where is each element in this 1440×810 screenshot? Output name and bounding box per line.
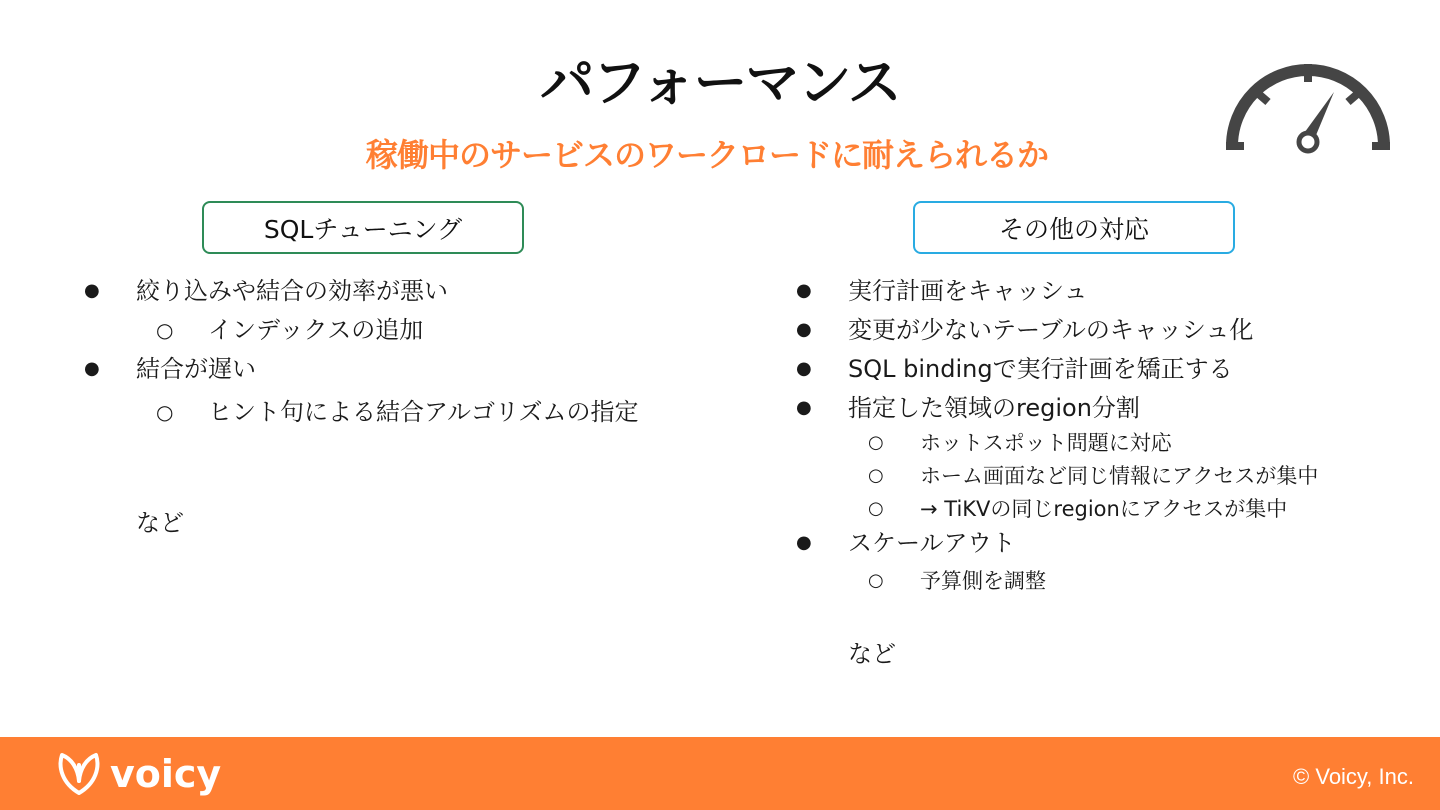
voicy-leaf-icon xyxy=(56,751,102,797)
copyright-text: © Voicy, Inc. xyxy=(1293,764,1414,789)
footer-bar xyxy=(0,737,1440,810)
voicy-logo xyxy=(56,751,221,797)
list-item: ● 変更が少ないテーブルのキャッシュ化 xyxy=(796,315,1318,354)
other-measures-list xyxy=(796,276,1318,600)
list-item: ● 指定した領域のregion分割 xyxy=(796,393,1318,429)
list-item: ● SQL bindingで実行計画を矯正する xyxy=(796,354,1318,393)
speedometer-icon xyxy=(1222,58,1394,158)
slide-subtitle: 稼働中のサービスのワークロードに耐えられるか xyxy=(365,136,1048,174)
etc-text: など xyxy=(848,640,896,668)
list-item: ● スケールアウト xyxy=(796,528,1318,567)
list-item: ● 絞り込みや結合の効率が悪い xyxy=(84,276,642,315)
other-measures-header: その他の対応 xyxy=(913,201,1235,254)
list-item: ○ ホットスポット問題に対応 xyxy=(796,429,1318,462)
etc-text: など xyxy=(136,509,184,537)
list-item: ○ → TiKVの同じregionにアクセスが集中 xyxy=(796,495,1318,528)
list-item: ○ ホーム画面など同じ情報にアクセスが集中 xyxy=(796,462,1318,495)
logo-text: voicy xyxy=(110,752,222,796)
list-item: ● 実行計画をキャッシュ xyxy=(796,276,1318,315)
list-item: ● 結合が遅い xyxy=(84,354,642,393)
sql-tuning-header: SQLチューニング xyxy=(202,201,524,254)
sql-tuning-list xyxy=(84,276,642,471)
list-item: ○ インデックスの追加 xyxy=(84,315,642,354)
list-item: ○ ヒント句による結合アルゴリズムの指定 xyxy=(84,393,642,471)
list-item: ○ 予算側を調整 xyxy=(796,567,1318,600)
slide-title: パフォーマンス xyxy=(540,51,900,114)
